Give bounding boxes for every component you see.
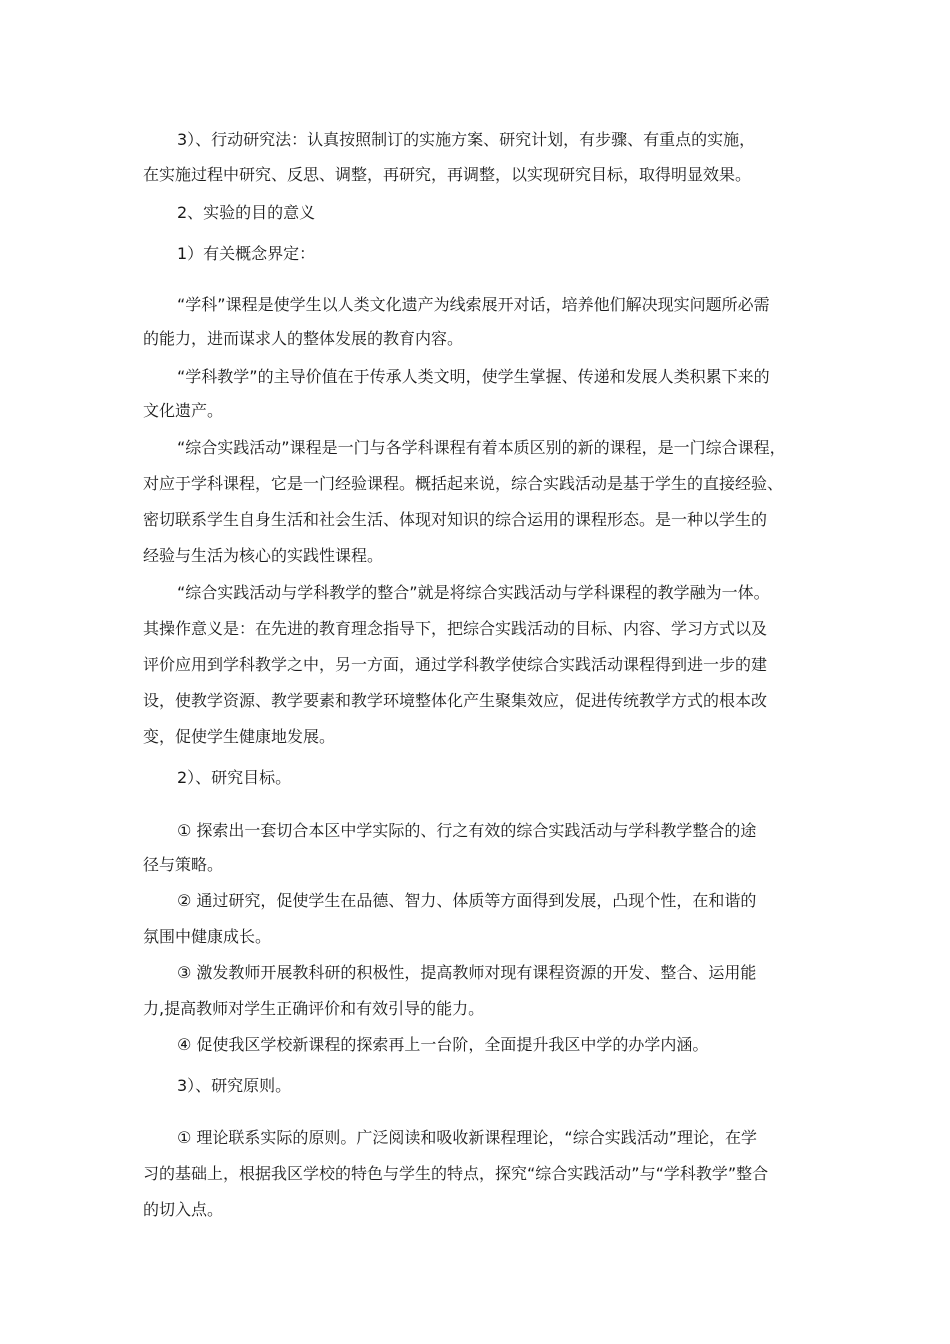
goal-4-line-1: ④ 促使我区学校新课程的探索再上一台阶，全面提升我区中学的办学内涵。 (177, 1035, 709, 1054)
goal-2-line-1: ② 通过研究，促使学生在品德、智力、体质等方面得到发展，凸现个性，在和谐的 (177, 891, 757, 910)
integration-line-5: 变，促使学生健康地发展。 (143, 727, 336, 746)
practice-course-line-2: 对应于学科课程，它是一门经验课程。概括起来说，综合实践活动是基于学生的直接经验、 (143, 474, 784, 493)
subject-course-line-2: 的能力，进而谋求人的整体发展的教育内容。 (143, 329, 464, 348)
concepts-heading: 1）有关概念界定： (177, 244, 316, 263)
practice-course-line-4: 经验与生活为核心的实践性课程。 (143, 546, 384, 565)
goal-1-line-1: ① 探索出一套切合本区中学实际的、行之有效的综合实践活动与学科教学整合的途 (177, 821, 757, 840)
goal-1-line-2: 径与策略。 (143, 855, 224, 874)
principle-1-line-2: 习的基础上，根据我区学校的特色与学生的特点，探究“综合实践活动”与“学科教学”整合 (143, 1164, 769, 1183)
principle-1-line-1: ① 理论联系实际的原则。广泛阅读和吸收新课程理论，“综合实践活动”理论，在学 (177, 1128, 758, 1147)
subject-teaching-line-1: “学科教学”的主导价值在于传承人类文明，使学生掌握、传递和发展人类积累下来的 (177, 367, 770, 386)
section-2-heading: 2、实验的目的意义 (177, 203, 316, 222)
integration-line-2: 其操作意义是：在先进的教育理念指导下，把综合实践活动的目标、内容、学习方式以及 (143, 619, 768, 638)
goal-3-line-2: 力,提高教师对学生正确评价和有效引导的能力。 (143, 999, 485, 1018)
integration-line-4: 设，使教学资源、教学要素和教学环境整体化产生聚集效应，促进传统教学方式的根本改 (143, 691, 768, 710)
method-3-line-1: 3）、行动研究法：认真按照制订的实施方案、研究计划，有步骤、有重点的实施， (177, 130, 756, 149)
principle-1-line-3: 的切入点。 (143, 1200, 224, 1219)
integration-line-3: 评价应用到学科教学之中，另一方面，通过学科教学使综合实践活动课程得到进一步的建 (143, 655, 768, 674)
integration-line-1: “综合实践活动与学科教学的整合”就是将综合实践活动与学科课程的教学融为一体。 (177, 583, 770, 602)
method-3-line-2: 在实施过程中研究、反思、调整，再研究，再调整，以实现研究目标，取得明显效果。 (143, 165, 752, 184)
goal-3-line-1: ③ 激发教师开展教科研的积极性，提高教师对现有课程资源的开发、整合、运用能 (177, 963, 757, 982)
goal-2-line-2: 氛围中健康成长。 (143, 927, 272, 946)
practice-course-line-1: “综合实践活动”课程是一门与各学科课程有着本质区别的新的课程，是一门综合课程， (177, 438, 786, 457)
practice-course-line-3: 密切联系学生自身生活和社会生活、体现对知识的综合运用的课程形态。是一种以学生的 (143, 510, 768, 529)
goals-heading: 2）、研究目标。 (177, 768, 292, 787)
subject-teaching-line-2: 文化遗产。 (143, 401, 224, 420)
principles-heading: 3）、研究原则。 (177, 1076, 292, 1095)
subject-course-line-1: “学科”课程是使学生以人类文化遗产为线索展开对话，培养他们解决现实问题所必需 (177, 295, 770, 314)
